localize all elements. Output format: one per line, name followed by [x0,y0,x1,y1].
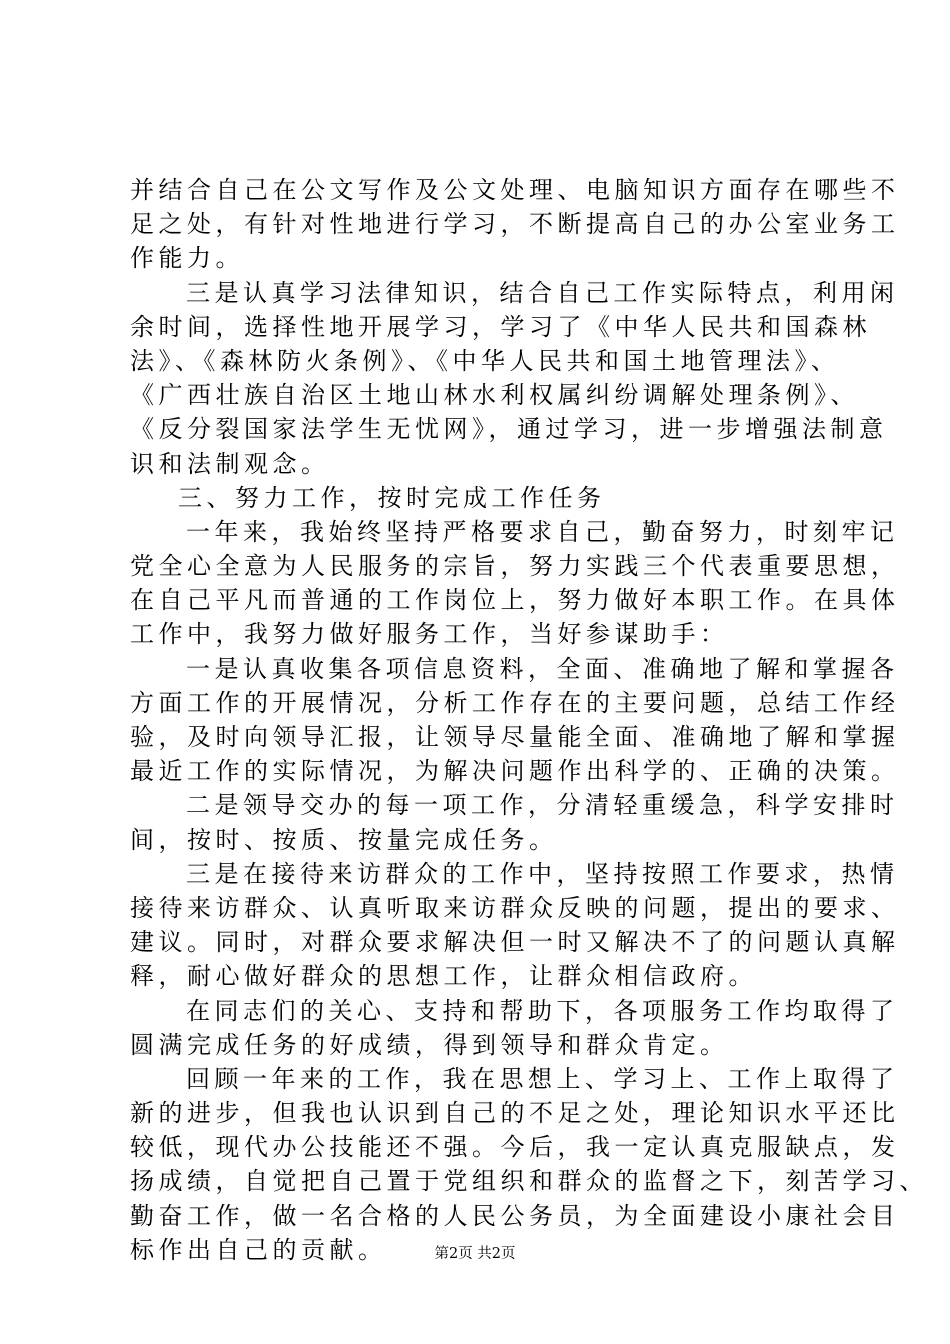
text-line: 在同志们的关心、支持和帮助下，各项服务工作均取得了 [186,996,899,1025]
text-line: 三是在接待来访群众的工作中，坚持按照工作要求，热情 [186,859,899,888]
text-line: 识和法制观念。 [130,449,330,478]
text-line: 标作出自己的贡献。 [130,1235,387,1264]
document-body [130,173,928,1267]
text-line: 并结合自己在公文写作及公文处理、电脑知识方面存在哪些不 [130,176,900,204]
text-line: 新的进步，但我也认识到自己的不足之处，理论知识水平还比 [130,1099,900,1128]
text-line: 间，按时、按质、按量完成任务。 [130,825,558,854]
text-line: 释，耐心做好群众的思想工作，让群众相信政府。 [130,962,757,991]
page-footer [0,1244,950,1264]
text-line: 在自己平凡而普通的工作岗位上，努力做好本职工作。在具体 [130,586,900,615]
text-line: 《反分裂国家法学生无忧网》，通过学习，进一步增强法制意 [130,415,888,444]
text-line: 一年来，我始终坚持严格要求自己，勤奋努力，时刻牢记 [186,517,899,546]
text-line: 法》、《森林防火条例》、《中华人民共和国土地管理法》、 [130,346,840,375]
text-line: 圆满完成任务的好成绩，得到领导和群众肯定。 [130,1030,729,1059]
text-line: 方面工作的开展情况，分析工作存在的主要问题，总结工作经 [130,688,900,717]
text-line: 最近工作的实际情况，为解决问题作出科学的、正确的决策。 [130,757,900,786]
text-line: 一是认真收集各项信息资料，全面、准确地了解和掌握各 [186,654,899,683]
text-line: 接待来访群众、认真听取来访群众反映的问题，提出的要求、 [130,893,900,922]
text-line: 工作中，我努力做好服务工作，当好参谋助手： [130,620,729,649]
text-line: 余时间，选择性地开展学习，学习了《中华人民共和国森林 [130,312,871,341]
text-line: 较低，现代办公技能还不强。今后，我一定认真克服缺点，发 [130,1133,900,1162]
text-line: 三是认真学习法律知识，结合自己工作实际特点，利用闲 [186,278,899,307]
text-line: 《广西壮族自治区土地山林水利权属纠纷调解处理条例》、 [130,381,859,410]
page-number-label: 第2页 共2页 [434,1246,516,1262]
text-line: 回顾一年来的工作，我在思想上、学习上、工作上取得了 [186,1064,899,1093]
text-line: 党全心全意为人民服务的宗旨，努力实践三个代表重要思想， [130,552,900,581]
text-line: 勤奋工作，做一名合格的人民公务员，为全面建设小康社会目 [130,1201,900,1230]
text-line: 二是领导交办的每一项工作，分清轻重缓急，科学安排时 [186,791,899,820]
section-heading: 三、努力工作，按时完成工作任务 [178,483,606,512]
text-line: 作能力。 [130,244,244,273]
text-line: 扬成绩，自觉把自己置于党组织和群众的监督之下，刻苦学习、 [130,1167,928,1196]
text-line: 足之处，有针对性地进行学习，不断提高自己的办公室业务工 [130,210,900,239]
text-line: 建议。同时，对群众要求解决但一时又解决不了的问题认真解 [130,928,900,957]
text-line: 验，及时向领导汇报，让领导尽量能全面、准确地了解和掌握 [130,723,900,751]
